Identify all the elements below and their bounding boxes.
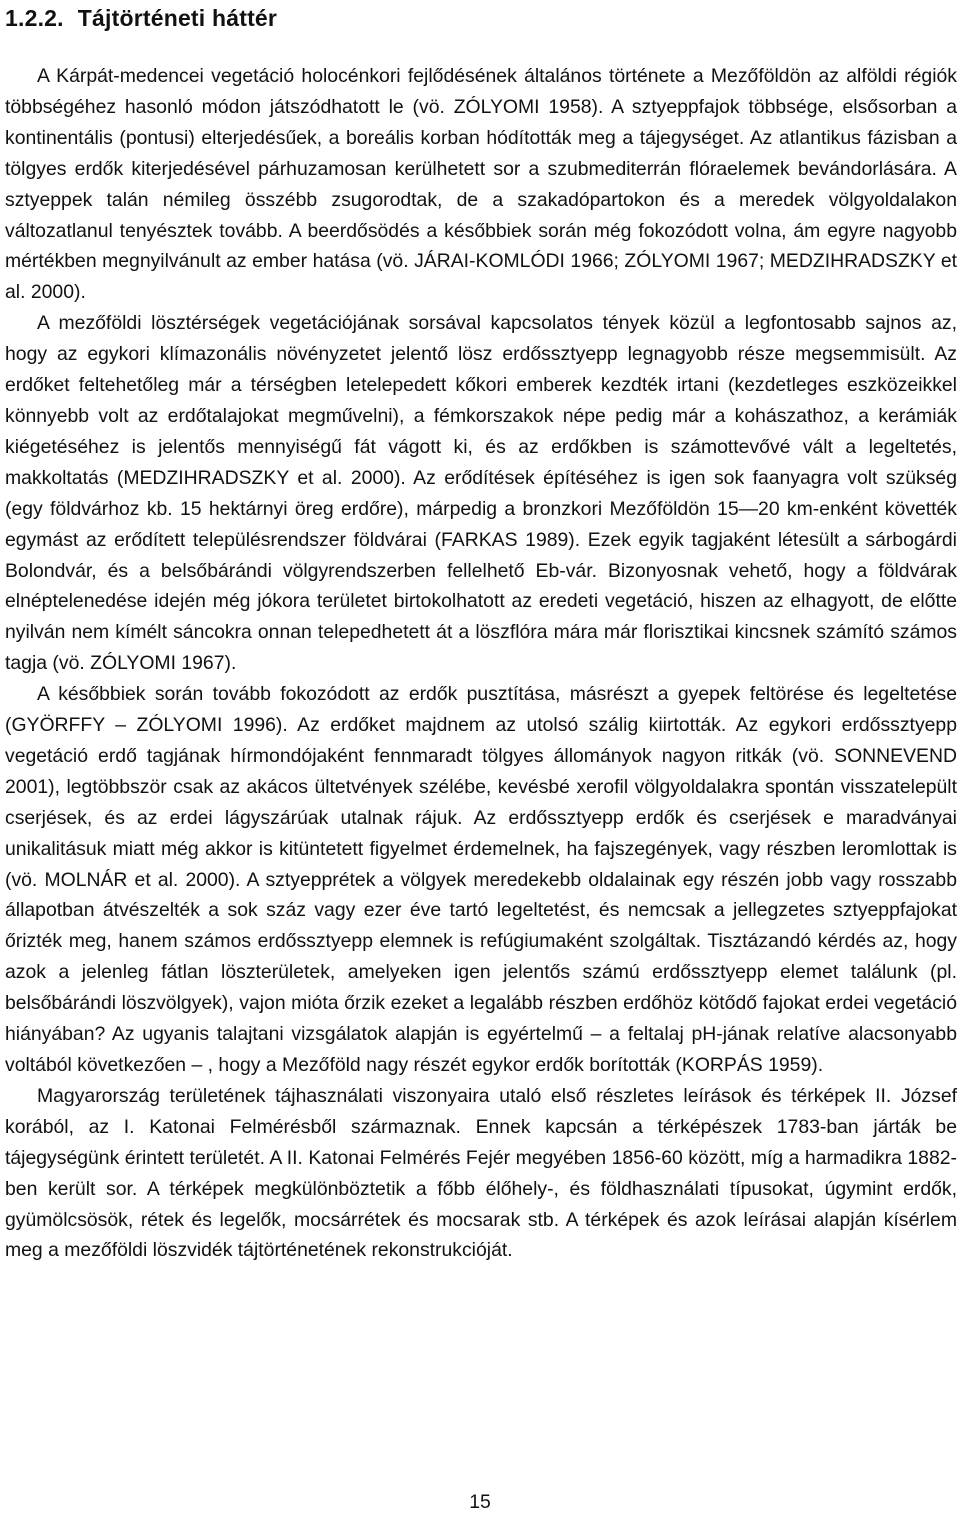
section-number: 1.2.2. (5, 5, 64, 31)
page-number: 15 (469, 1491, 491, 1513)
section-title: Tájtörténeti háttér (77, 5, 278, 31)
section-heading (5, 0, 957, 42)
document-page (5, 0, 957, 1266)
paragraph-2: A mezőföldi lösztérségek vegetációjának sorsával kapcsolatos tények közül a legfontosabb sajnos az, hogy az egykori klímazonális növényzetet jelentő lösz erdőssztyepp legnagyobb része megsemmisült. Az erdőket feltehetőleg már a térségben letelepedett kőkori emberek kezdték irtani (kezdetleges eszközeikkel könnyebb volt az erdőtalajokat megművelni), a fémkorszakok népe pedig már a kohászathoz, a kerámiák kiégetéséhez is jelentős mennyiségű fát vágott ki, és az erdőkben is számottevővé vált a legeltetés, makkoltatás (MEDZIHRADSZKY et al. 2000). Az erődítések építéséhez is igen sok faanyagra volt szükség (egy földvárhoz kb. 15 hektárnyi öreg erdőre), márpedig a bronzkori Mezőföldön 15—20 km-enként követték egymást az erődített településrendszer földvárai (FARKAS 1989). Ezek egyik tagjaként létesült a sárbogárdi Bolondvár, és a belsőbárándi völgyrendszerben fellelhető Eb-vár. Bizonyosnak vehető, hogy a földvárak elnéptelenedése idején még jókora területet birtokolhatott az eredeti vegetáció, hiszen az elhagyott, de előtte nyilván nem kímélt sáncokra onnan telepedhetett át a löszflóra mára már florisztikai kincsnek számító számos tagja (vö. ZÓLYOMI 1967). (5, 312, 957, 675)
paragraph-3: A későbbiek során tovább fokozódott az erdők pusztítása, másrészt a gyepek feltörése és legeltetése (GYÖRFFY – ZÓLYOMI 1996). Az erdőket majdnem az utolsó szálig kiirtották. Az egykori erdőssztyepp vegetáció erdő tagjának hírmondójaként fennmaradt tölgyes állományok nagyon ritkák (vö. SONNEVEND 2001), legtöbbször csak az akácos ültetvények szélébe, kevésbé xerofil völgyoldalakra spontán visszatelepült cserjések, és az erdei lágyszárúak utalnak rájuk. Az erdőssztyepp erdők és cserjések e maradványai unikalitásuk miatt még akkor is kitüntetett figyelmet érdemelnek, ha fajszegények, vagy részben leromlottak is (vö. MOLNÁR et al. 2000). A sztyepprétek a völgyek meredekebb oldalainak egy részén jobb vagy rosszabb állapotban átvészelték a sok száz vagy ezer éve tartó legeltetést, és nemcsak a jellegzetes sztyeppfajokat őrizték meg, hanem számos erdőssztyepp elemnek is refúgiumaként szolgáltak. Tisztázandó kérdés az, hogy azok a jelenleg fátlan löszterületek, amelyeken igen jelentős számú erdőssztyepp elemet találunk (pl. belsőbárándi löszvölgyek), vajon mióta őrzik ezeket a legalább részben erdőhöz kötődő fajokat erdei vegetáció hiányában? Az ugyanis talajtani vizsgálatok alapján is egyértelmű – a feltalaj pH-jának relatíve alacsonyabb voltából következően – , hogy a Mezőföld nagy részét egykor erdők borították (KORPÁS 1959). (5, 683, 957, 1076)
paragraph-1: A Kárpát-medencei vegetáció holocénkori fejlődésének általános története a Mezőföldön az alföldi régiók többségéhez hasonló módon játszódhatott le (vö. ZÓLYOMI 1958). A sztyeppfajok többsége, elsősorban a kontinentális (pontusi) elterjedésűek, a boreális korban hódították meg a tájegységet. Az atlantikus fázisban a tölgyes erdők kiterjedésével párhuzamosan kerülhetett sor a szubmediterrán flóraelemek bevándorlására. A sztyeppek talán némileg összébb zsugorodtak, de a szakadópartokon és a meredek völgyoldalakon változatlanul tenyésztek tovább. A beerdősödés a későbbiek során még fokozódott volna, ám egyre nagyobb mértékben megnyilvánult az ember hatása (vö. JÁRAI-KOMLÓDI 1966; ZÓLYOMI 1967; MEDZIHRADSZKY et al. 2000). (5, 65, 957, 304)
paragraph-4: Magyarország területének tájhasználati viszonyaira utaló első részletes leírások és térképek II. József korából, az I. Katonai Felmérésből származnak. Ennek kapcsán a térképészek 1783-ban járták be tájegységünk érintett területét. A II. Katonai Felmérés Fejér megyében 1856-60 között, míg a harmadikra 1882-ben került sor. A térképek megkülönböztetik a főbb élőhely-, és földhasználati típusokat, úgymint erdők, gyümölcsösök, rétek és legelők, mocsárrétek és mocsarak stb. A térképek és azok leírásai alapján kísérlem meg a mezőföldi löszvidék tájtörténetének rekonstrukcióját. (5, 1084, 957, 1262)
